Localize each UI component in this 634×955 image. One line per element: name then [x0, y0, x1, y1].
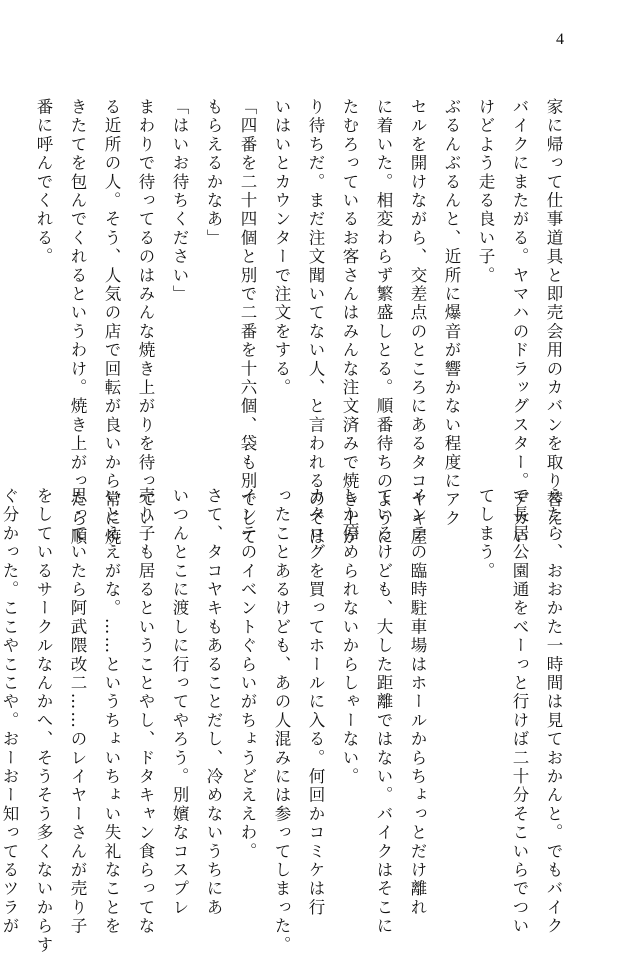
- text-line: る近所の人。そう、人気の店で回転が良いから常に焼: [102, 98, 121, 547]
- text-line: いはいとカウンターで注文をする。: [272, 98, 291, 398]
- text-line: 「四番を二十四個と別で二番を十六個、袋も別でして: [238, 98, 257, 547]
- text-line: しか停められないからしゃーない。: [340, 487, 359, 787]
- text-line: いとええがな。……というちょいちょい失礼なことを: [102, 487, 121, 936]
- text-line: ぐ分かった。ここやここや。おーおー知ってるツラが: [0, 487, 19, 936]
- text-line: に着いた。相変わらず繁盛しとる。順番待ちのように: [374, 98, 393, 547]
- text-line: インテのイベントぐらいがちょうどええわ。: [238, 487, 257, 861]
- text-line: 「はいお待ちください」: [170, 98, 189, 304]
- text-line: カタログを買ってホールに入る。何回かコミケは行: [306, 487, 325, 918]
- text-line: たむろっているお客さんはみんな注文済みで焼き上が: [340, 98, 359, 547]
- text-line: けどよう走る良い子。: [476, 98, 495, 285]
- text-line: インテの臨時駐車場はホールからちょっとだけ離れ: [408, 487, 427, 918]
- text-line: ったことあるけども、あの人混みには参ってしまった。: [272, 487, 291, 955]
- text-line: えたら、おおかた一時間は見ておかんと。でもバイク: [544, 487, 563, 936]
- text-line: もらえるかなあ」: [204, 98, 223, 248]
- text-line: [434, 487, 468, 863]
- text-line: さて、タコヤキもあることだし、冷めないうちにあ: [204, 487, 223, 918]
- text-line: 思っていたら阿武隈改二……のレイヤーさんが売り子: [68, 487, 87, 936]
- text-line: てしまう。: [476, 487, 495, 581]
- text-block-bottom: [0, 487, 570, 955]
- text-line: セルを開けながら、交差点のところにあるタコヤキ屋: [408, 98, 427, 547]
- text-line: 家に帰って仕事道具と即売会用のカバンを取り替え、: [544, 98, 563, 547]
- text-line: [0, 98, 26, 454]
- page-number: 4: [556, 31, 564, 48]
- text-line: ているけども、大した距離ではない。バイクはそこに: [374, 487, 393, 936]
- text-line: バイクにまたがる。ヤマハのドラッグスター。デカい: [510, 98, 529, 547]
- text-line: いつんとこに渡しに行ってやろう。別嬪なコスプレ: [170, 487, 189, 918]
- text-line: きたてを包んでくれるというわけ。焼き上がったら順: [68, 98, 87, 547]
- text-line: まわりで待ってるのはみんな焼き上がりを待ってい: [136, 98, 155, 529]
- text-line: をしているサークルなんかへ、そうそう多くないからす: [34, 487, 53, 955]
- text-line: で長居公園通をべーっと行けば二十分そこいらでつい: [510, 487, 529, 936]
- text-line: 売り子も居るということやし、ドタキャン食らってな: [136, 487, 155, 936]
- text-line: ぶるんぶるんと、近所に爆音が響かない程度にアク: [442, 98, 461, 529]
- text-line: り待ちだ。まだ注文聞いてない人、と言われるのでは: [306, 98, 325, 547]
- text-line: 番に呼んでくれる。: [34, 98, 53, 267]
